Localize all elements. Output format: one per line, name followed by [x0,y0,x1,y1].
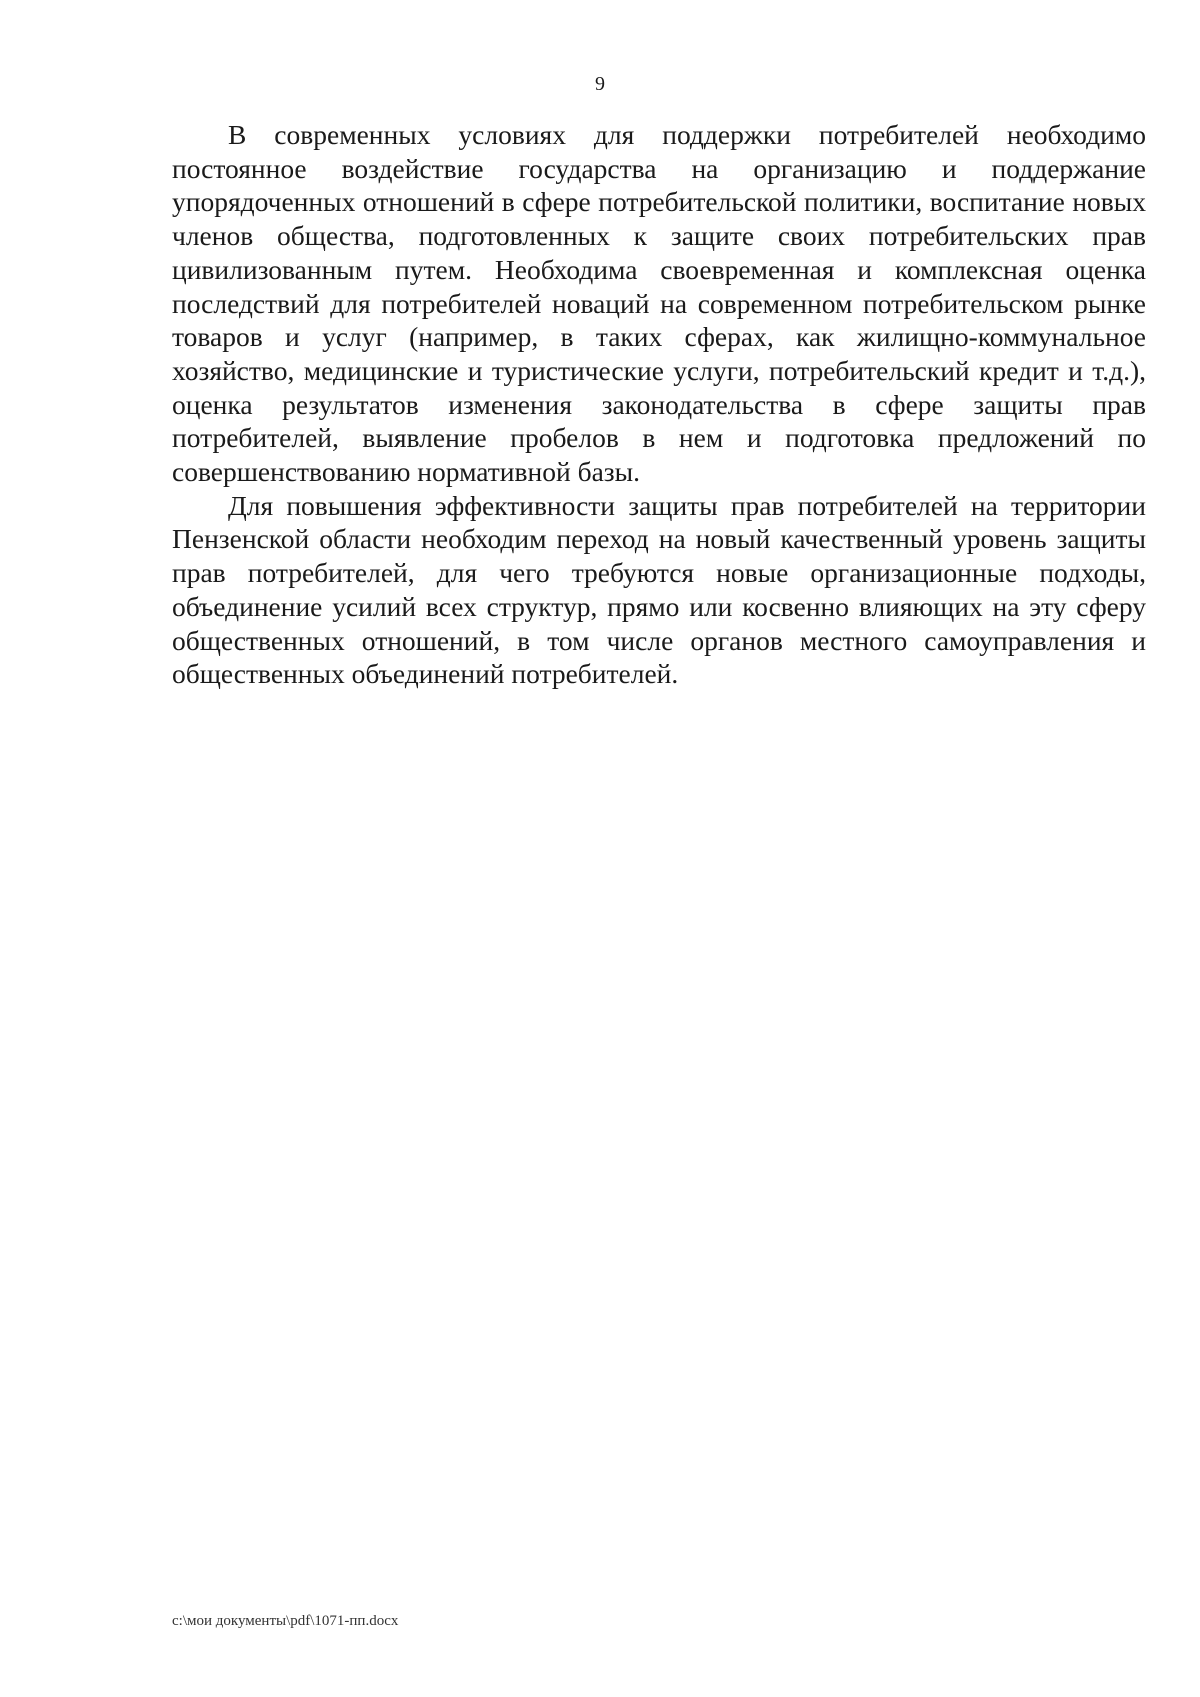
paragraph: Для повышения эффективности защиты прав потребителей на территории Пензенской области необходим переход на новый качественный уровень защиты прав потребителей, для чего требуются новые организационные подходы, объединение усилий всех структур, прямо или косвенно влияющих на эту сферу общественных отношений, в том числе органов местного самоуправления и общественных объединений потребителей. [172,489,1146,690]
document-body [172,118,1146,691]
page-number: 9 [595,73,605,95]
footer-file-path: c:\мои документы\pdf\1071-пп.docx [172,1613,399,1629]
paragraph: В современных условиях для поддержки потребителей необходимо постоянное воздействие государства на организацию и поддержание упорядоченных отношений в сфере потребительской политики, воспитание новых членов общества, подготовленных к защите своих потребительских прав цивилизованным путем. Необходима своевременная и комплексная оценка последствий для потребителей новаций на современном потребительском рынке товаров и услуг (например, в таких сферах, как жилищно-коммунальное хозяйство, медицинские и туристические услуги, потребительский кредит и т.д.), оценка результатов изменения законодательства в сфере защиты прав потребителей, выявление пробелов в нем и подготовка предложений по совершенствованию нормативной базы. [172,119,1146,488]
